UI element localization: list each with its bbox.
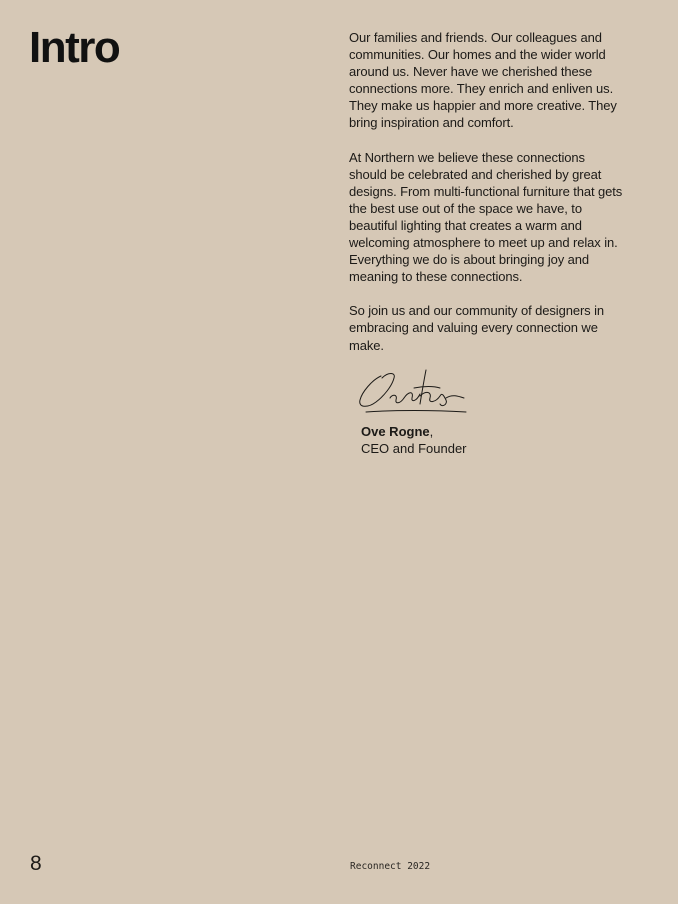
paragraph-join-us: So join us and our community of designers in embracing and valuing every connection we make.: [349, 303, 605, 353]
intro-body: [349, 29, 624, 371]
page-number: 8: [30, 852, 42, 875]
signatory-role: CEO and Founder: [361, 441, 467, 456]
paragraph-connections: Our families and friends. Our colleagues and communities. Our homes and the wider world around us. Never have we cherished these connections more. They enrich and enliven us. They make us happier and more creative. They bring inspiration and comfort.: [349, 30, 617, 131]
signatory-name-suffix: ,: [429, 424, 434, 439]
footer-label: Reconnect 2022: [350, 861, 431, 872]
signatory-name-line: [361, 423, 467, 440]
page-title: Intro: [29, 23, 120, 72]
paragraph-northern: At Northern we believe these connections should be celebrated and cherished by great designs. From multi-functional furniture that gets the best use out of the space we have, to beautiful lighting that creates a warm and welcoming atmosphere to meet up and relax in. Everything we do is about bringing joy and meaning to these connections.: [349, 149, 623, 285]
signatory-block: [361, 423, 467, 457]
signature-image: [354, 366, 470, 418]
signatory-name: Ove Rogne: [361, 424, 430, 439]
